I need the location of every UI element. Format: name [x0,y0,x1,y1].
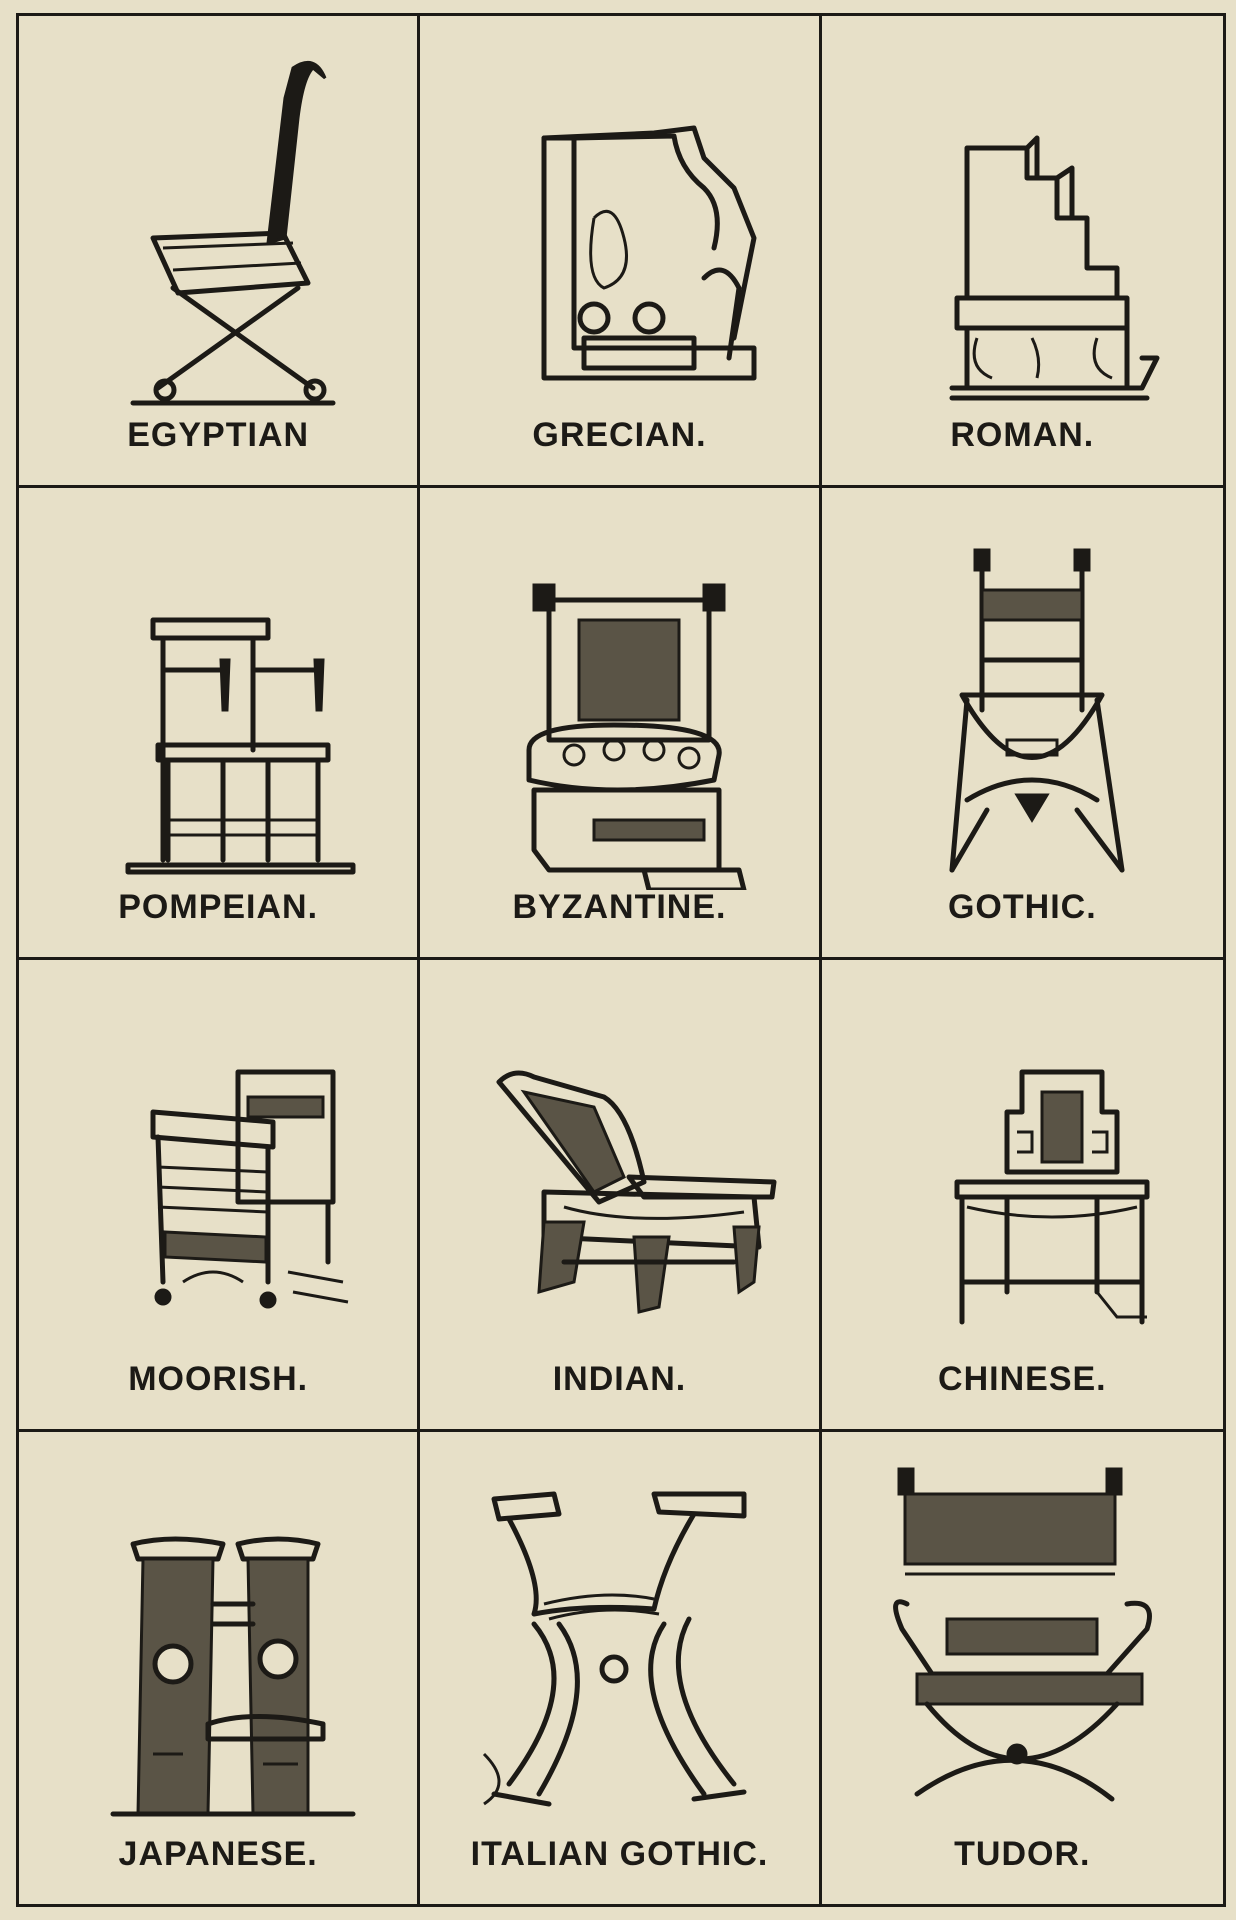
japanese-chair-icon [53,1454,383,1834]
chair-cell-byzantine [420,488,821,960]
byzantine-chair-icon [454,510,784,890]
chinese-chair-icon [857,982,1187,1362]
roman-chair-icon [857,38,1187,418]
chair-label: POMPEIAN. [118,888,319,926]
chair-label: ROMAN. [950,416,1095,454]
chair-cell-moorish [19,960,420,1432]
chair-label: GRECIAN. [532,416,707,454]
chair-cell-japanese [19,1432,420,1904]
chair-styles-plate [16,13,1226,1907]
chair-cell-pompeian [19,488,420,960]
chair-label: TUDOR. [954,1835,1091,1873]
chair-label: CHINESE. [938,1360,1107,1398]
moorish-chair-icon [53,982,383,1362]
italian-gothic-chair-icon [454,1454,784,1834]
tudor-chair-icon [857,1454,1187,1834]
egyptian-chair-icon [53,38,383,418]
pompeian-chair-icon [53,510,383,890]
gothic-chair-icon [857,510,1187,890]
indian-chair-icon [454,982,784,1362]
chair-cell-roman [822,16,1223,488]
chair-cell-chinese [822,960,1223,1432]
chair-label: GOTHIC. [947,888,1097,926]
chair-cell-egyptian [19,16,420,488]
chair-label: BYZANTINE. [512,888,727,926]
chair-cell-gothic [822,488,1223,960]
chair-cell-grecian [420,16,821,488]
grecian-chair-icon [454,38,784,418]
chair-cell-tudor [822,1432,1223,1904]
chair-label: INDIAN. [552,1360,687,1398]
chair-label: EGYPTIAN [127,416,310,454]
chair-cell-italian-gothic [420,1432,821,1904]
chair-label: ITALIAN GOTHIC. [470,1835,769,1873]
chair-cell-indian [420,960,821,1432]
chair-label: MOORISH. [128,1360,309,1398]
chair-label: JAPANESE. [118,1835,318,1873]
